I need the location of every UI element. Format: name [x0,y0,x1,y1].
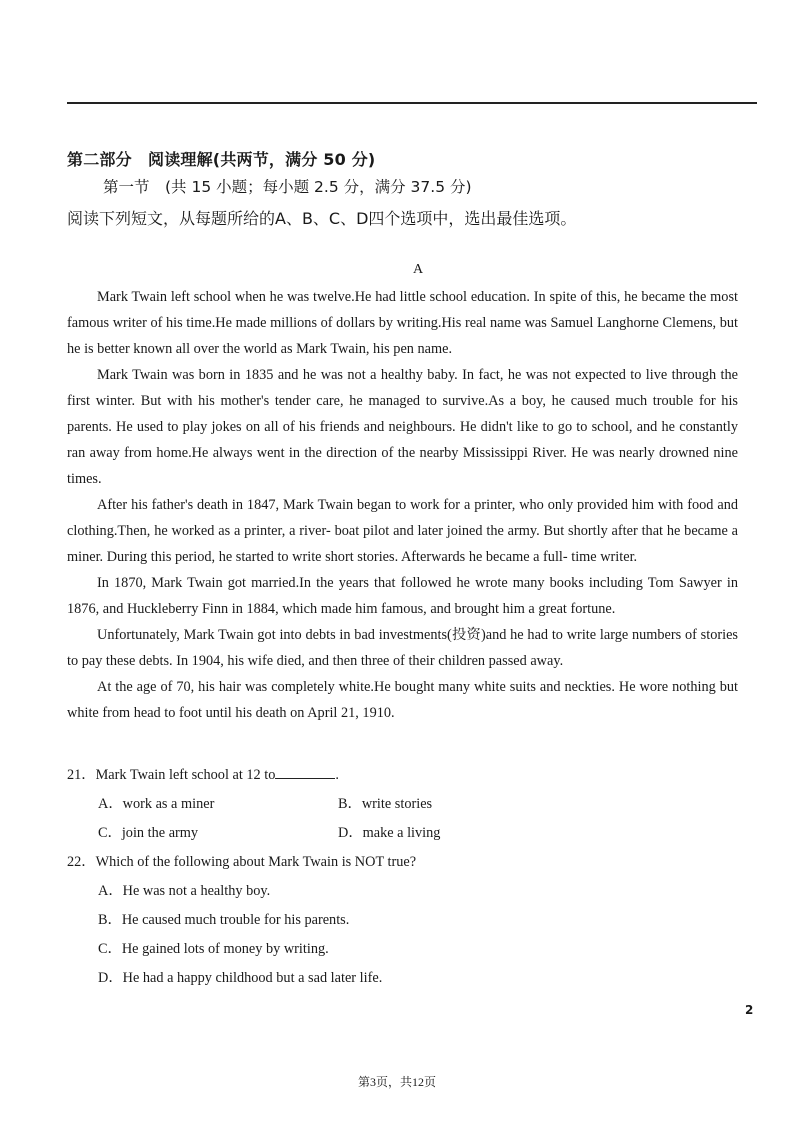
sub-section-title: 第一节 (共 15 小题；每小题 2.5 分，满分 37.5 分) [103,178,472,196]
passage-paragraph: At the age of 70, his hair was completely white.He bought many white suits and neckties. He wore nothing but white from head to foot until his death on April 21, 1910. [67,679,738,721]
section-title: 第二部分 阅读理解(共两节，满分 50 分) [67,150,376,169]
passage-paragraph: In 1870, Mark Twain got married.In the years that followed he wrote many books including Tom Sawyer in 1876, and Huckleberry Finn in 1884, which made him famous, and brought him a great fortune. [67,575,738,617]
passage-body [67,284,738,726]
question-21-options-row-2 [67,822,747,851]
question-21-options-row-1 [67,793,747,822]
instruction-text: 阅读下列短文，从每题所给的A、B、C、D四个选项中，选出最佳选项。 [67,209,577,228]
question-22-stem: 22．Which of the following about Mark Twain is NOT true? [67,854,417,870]
question-21-option-d: D．make a living [338,825,441,841]
passage-paragraph: Mark Twain left school when he was twelve.He had little school education. In spite of this, he became the most famous writer of his time.He made millions of dollars by writing.His real name was Samuel Langhorne Clemens, but he is better known all over the world as Mark Twain, his pen name. [67,289,738,357]
question-21-option-c: C．join the army [98,825,199,841]
question-22-option-a: A．He was not a healthy boy. [98,883,271,899]
question-22-option-b: B．He caused much trouble for his parents. [98,912,350,928]
side-page-number: 2 [745,1003,754,1017]
passage-paragraph: After his father's death in 1847, Mark Twain began to work for a printer, who only provided him with food and clothing.Then, he worked as a printer, a river- boat pilot and later joined the army. But shortly after that he became a miner. During this period, he started to write short stories. Afterwards he became a full- time writer. [67,497,738,565]
question-list [67,764,747,996]
question-21-option-a: A．work as a miner [98,796,215,812]
page-footer: 第3页，共12页 [357,1075,436,1089]
question-21-option-b: B．write stories [338,796,433,812]
passage-label: A [412,262,424,277]
answer-blank [275,764,335,779]
question-21-stem [67,764,747,793]
question-22-option-d: D．He had a happy childhood but a sad later life. [98,970,383,986]
question-22-option-c: C．He gained lots of money by writing. [98,941,329,957]
passage-paragraph: Mark Twain was born in 1835 and he was not a healthy baby. In fact, he was not expected to live through the first winter. But with his mother's tender care, he managed to survive.As a boy, he caused much trouble for his parents. He used to play jokes on all of his friends and neighbours. He didn't like to go to school, and he constantly ran away from home.He always went in the direction of the nearby Mississippi River. He was nearly drowned nine times. [67,367,738,487]
passage-paragraph: Unfortunately, Mark Twain got into debts in bad investments(投资)and he had to write large numbers of stories to pay these debts. In 1904, his wife died, and then three of their children passed away. [67,627,738,669]
question-21-stem-end: . [335,767,339,783]
question-21-text: 21．Mark Twain left school at 12 to [67,767,276,783]
header-rule [67,102,757,104]
